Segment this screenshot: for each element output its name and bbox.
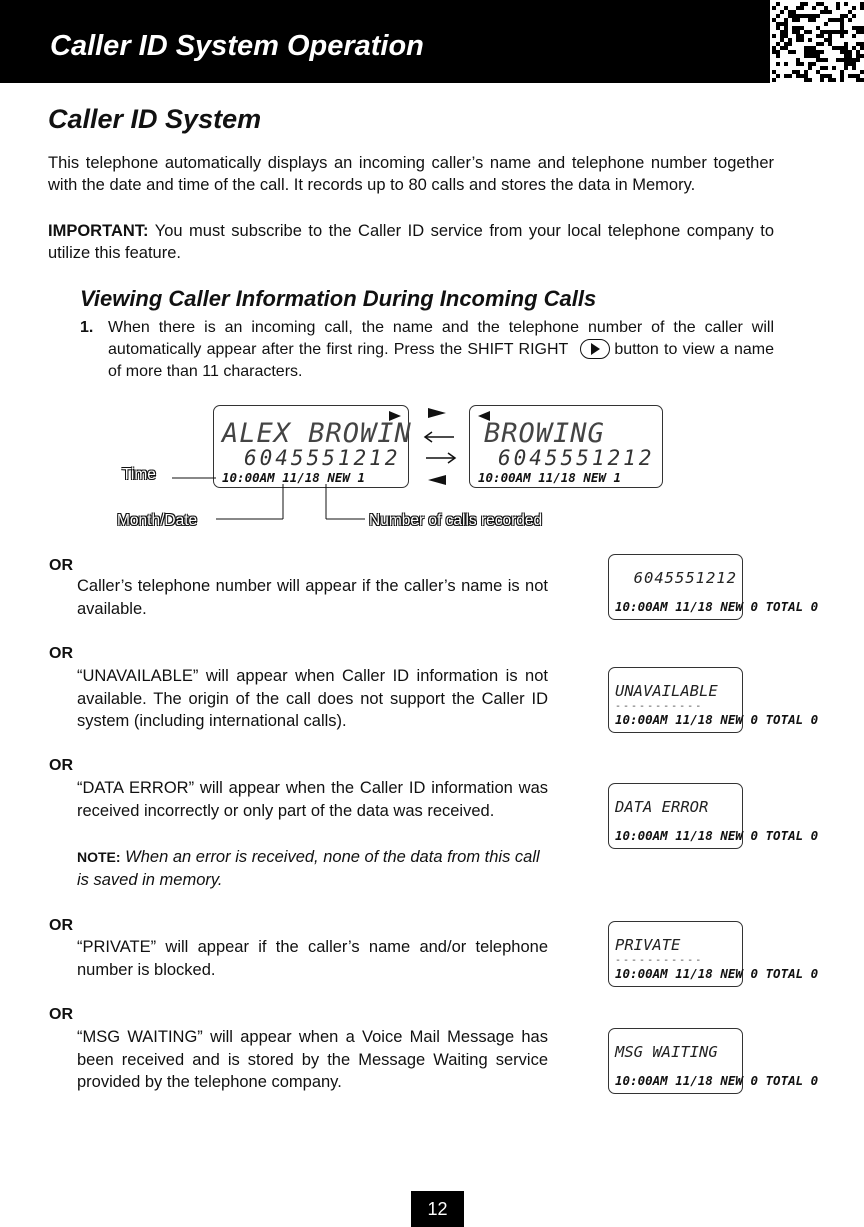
or-text-4: “PRIVATE” will appear if the caller’s name and/or telephone number is blocked. [77, 938, 548, 979]
lcd-unavailable-bottom: 10:00AM 11/18 NEW 0 TOTAL 0 [615, 712, 819, 727]
or-label-4: OR [49, 917, 73, 934]
lcd-private-bottom: 10:00AM 11/18 NEW 0 TOTAL 0 [615, 966, 819, 981]
lcd1-number: 6045551212 [244, 446, 401, 470]
lcd-unavailable-top: UNAVAILABLE [615, 682, 718, 700]
lcd2-number: 6045551212 [498, 446, 655, 470]
or-label-3: OR [49, 757, 73, 774]
or-text-2: “UNAVAILABLE” will appear when Caller ID information is not available. The origin of the call does not support the Caller ID system (including international calls). [77, 667, 548, 730]
step-text-b: button to view a name of more than 11 characters. [108, 341, 775, 381]
or-label-2: OR [49, 645, 73, 662]
note-paragraph [77, 846, 548, 891]
note-text: When an error is received, none of the data from this call is saved in memory. [77, 848, 540, 889]
step-number: 1. [80, 319, 94, 336]
important-text: You must subscribe to the Caller ID service from your local telephone company to utilize this feature. [48, 222, 774, 262]
lcd-msg-waiting-top: MSG WAITING [615, 1043, 718, 1061]
step-text [108, 317, 774, 383]
or-text-1: Caller’s telephone number will appear if the caller’s name is not available. [77, 577, 548, 618]
lcd-msg-waiting-bottom: 10:00AM 11/18 NEW 0 TOTAL 0 [615, 1073, 819, 1088]
or-text-3: “DATA ERROR” will appear when the Caller ID information was received incorrectly or only part of the data was received. [77, 779, 548, 820]
viewing-title: Viewing Caller Information During Incoming Calls [80, 286, 597, 311]
lcd-private [608, 921, 819, 987]
lcd-unavailable [608, 667, 819, 733]
shift-right-button-icon [580, 339, 610, 359]
lcd-private-top: PRIVATE [615, 936, 681, 954]
or-label-1: OR [49, 557, 73, 574]
lcd-data-error [608, 783, 819, 849]
intro-paragraph: This telephone automatically displays an incoming caller’s name and telephone number together with the date and time of the call. It records up to 80 calls and stores the data in Memory. [48, 154, 774, 194]
lcd2-name: BROWING [484, 418, 605, 449]
lcd-private-dashes: ----------- [615, 955, 704, 966]
lcd-number-bottom: 10:00AM 11/18 NEW 0 TOTAL 0 [615, 599, 819, 614]
lcd-number-only [608, 554, 819, 620]
page-header [0, 0, 864, 83]
lcd-data-error-top: DATA ERROR [615, 798, 709, 816]
page-number: 12 [411, 1191, 464, 1227]
important-label: IMPORTANT: [48, 222, 149, 240]
or-text-5: “MSG WAITING” will appear when a Voice Mail Message has been received and is stored by the Message Waiting service provided by the telephone company. [77, 1028, 548, 1091]
lcd1-status: 10:00AM 11/18 NEW 1 [222, 470, 365, 485]
lcd2-status: 10:00AM 11/18 NEW 1 [478, 470, 621, 485]
header-title: Caller ID System Operation [50, 30, 424, 62]
section-title: Caller ID System [48, 104, 262, 134]
label-month-date: Month/Date [117, 512, 198, 529]
lcd-unavailable-dashes: ----------- [615, 701, 704, 712]
qr-code-icon [770, 0, 864, 83]
label-number-of-calls: Number of calls recorded [369, 512, 543, 529]
lcd-data-error-bottom: 10:00AM 11/18 NEW 0 TOTAL 0 [615, 828, 819, 843]
important-paragraph [48, 220, 774, 264]
or-label-5: OR [49, 1006, 73, 1023]
lcd-msg-waiting [608, 1028, 819, 1094]
note-label: NOTE: [77, 849, 121, 865]
lcd-number-top: 6045551212 [633, 569, 737, 587]
step-text-a: When there is an incoming call, the name and the telephone number of the caller will automatically appear after the first ring. Press the SHIFT RIGHT [108, 319, 774, 359]
lcd1-name: ALEX BROWIN [222, 418, 412, 449]
label-time: Time [122, 466, 156, 483]
